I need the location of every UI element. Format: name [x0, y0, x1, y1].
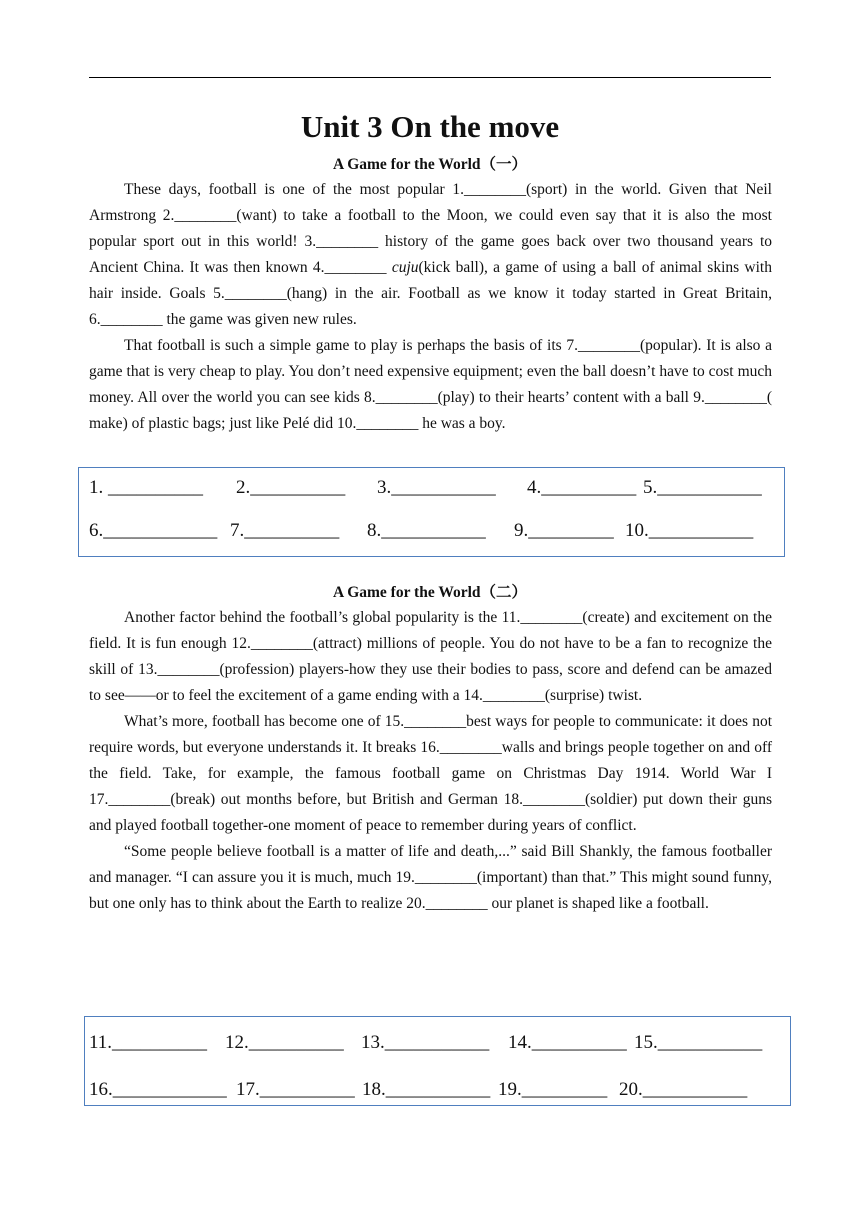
answer-blank-7[interactable]: 7.__________	[230, 520, 340, 541]
answer-blank-5[interactable]: 5.___________	[643, 477, 762, 498]
passage-paragraph: Another factor behind the football’s global popularity is the 11.________(create) and excitement on the field. It is fun enough 12.________(attract) millions of people. You do not have to be a fan to recognize the skill of 13.________(profession) players-how they use their bodies to pass, score and defend can be amazed to see——or to feel the excitement of a game ending with a 14.________(surprise) twist.	[89, 609, 772, 704]
header-rule	[89, 77, 771, 78]
answer-blank-13[interactable]: 13.___________	[361, 1032, 490, 1053]
answer-blank-16[interactable]: 16.____________	[89, 1079, 227, 1100]
passage-paragraph: What’s more, football has become one of 15.________best ways for people to communicate: it does not require words, but everyone understands it. It breaks 16.________walls and brings people together on and off the field. Take, for example, the famous football game on Christmas Day 1914. World War I 17.________(break) out months before, but British and German 18.________(soldier) put down their guns and played football together-one moment of peace to remember during years of conflict.	[89, 713, 772, 834]
answer-blank-15[interactable]: 15.___________	[634, 1032, 763, 1053]
italic-term: cuju	[391, 259, 419, 276]
answer-blank-19[interactable]: 19._________	[498, 1079, 608, 1100]
answer-box-1	[78, 467, 785, 557]
section-2-passage	[89, 605, 772, 917]
answer-blank-2[interactable]: 2.__________	[236, 477, 346, 498]
answer-blank-14[interactable]: 14.__________	[508, 1032, 627, 1053]
answer-blank-1[interactable]: 1. __________	[89, 477, 203, 498]
page-title: Unit 3 On the move	[300, 109, 560, 144]
answer-blank-3[interactable]: 3.___________	[377, 477, 496, 498]
answer-blank-20[interactable]: 20.___________	[619, 1079, 748, 1100]
answer-blank-12[interactable]: 12.__________	[225, 1032, 344, 1053]
answer-blank-6[interactable]: 6.____________	[89, 520, 218, 541]
section-2-heading: A Game for the World（二）	[332, 584, 528, 601]
answer-blank-18[interactable]: 18.___________	[362, 1079, 491, 1100]
passage-paragraph: That football is such a simple game to play is perhaps the basis of its 7.________(popular). It is also a game that is very cheap to play. You don’t need expensive equipment; even the ball doesn’t have to cost much money. All over the world you can see kids 8.________(play) to their hearts’ content with a ball 9.________( make) of plastic bags; just like Pelé did 10.________ he was a boy.	[89, 337, 772, 432]
answer-blank-4[interactable]: 4.__________	[527, 477, 637, 498]
passage-paragraph: These days, football is one of the most popular 1.________(sport) in the world. Given that Neil Armstrong 2.________(want) to take a football to the Moon, we could even say that it is also the most popular sport out in this world! 3.________ history of the game goes back over two thousand years to Ancient China. It was then known 4.________ cuju(kick ball), a game of using a ball of animal skins with hair inside. Goals 5.________(hang) in the air. Football as we know it today started in Great Britain, 6.________ the game was given new rules.	[89, 181, 772, 328]
section-1-passage	[89, 177, 772, 437]
section-1-heading: A Game for the World（一）	[332, 156, 528, 173]
answer-blank-9[interactable]: 9._________	[514, 520, 614, 541]
answer-blank-10[interactable]: 10.___________	[625, 520, 754, 541]
answer-blank-11[interactable]: 11.__________	[89, 1032, 208, 1053]
passage-paragraph: “Some people believe football is a matter of life and death,...” said Bill Shankly, the famous footballer and manager. “I can assure you it is much, much 19.________(important) than that.” This might sound funny, but one only has to think about the Earth to realize 20.________ our planet is shaped like a football.	[89, 843, 772, 912]
answer-blank-8[interactable]: 8.___________	[367, 520, 486, 541]
answer-blank-17[interactable]: 17.__________	[236, 1079, 355, 1100]
answer-box-2	[84, 1016, 791, 1106]
